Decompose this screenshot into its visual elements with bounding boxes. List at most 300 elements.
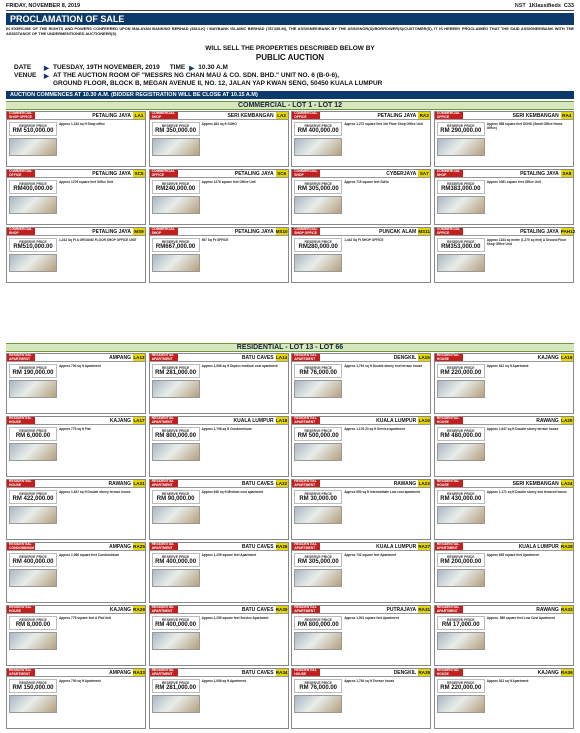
lot-number: LA2 bbox=[277, 113, 286, 118]
time-value: 10.30 A.M bbox=[198, 64, 228, 71]
lot-location: RAWANG bbox=[536, 607, 559, 613]
reserve-price-value: RM 800,000.00 bbox=[297, 622, 339, 628]
lot-description: Approx 650 sq ft Intermediate Low cost apartment bbox=[344, 490, 420, 494]
reserve-price-value: RM 350,000.00 bbox=[155, 128, 197, 134]
lot-description: Approx 1,171 sq ft Double storey end terraced house bbox=[486, 490, 567, 494]
reserve-price-label: RESERVE PRICE bbox=[19, 124, 47, 128]
lot-card bbox=[434, 668, 574, 729]
lot-description: Approx 1276 square feet Office Unit bbox=[201, 180, 256, 184]
lot-body bbox=[7, 488, 145, 526]
reserve-price-label: RESERVE PRICE bbox=[19, 618, 47, 622]
lot-body bbox=[435, 425, 573, 463]
lot-category: COMMERCIAL OFFICE bbox=[150, 170, 178, 177]
reserve-price-box bbox=[9, 616, 57, 630]
lot-left bbox=[437, 180, 485, 214]
lot-details bbox=[202, 364, 286, 398]
lot-description: 957 Sq Ft OFFICE bbox=[201, 238, 229, 242]
reserve-price-box bbox=[152, 180, 200, 194]
property-photo bbox=[152, 138, 200, 156]
lot-category: RESIDENTIAL HOUSE bbox=[435, 669, 463, 676]
masthead-date: FRIDAY, NOVEMBER 8, 2019 bbox=[6, 3, 81, 9]
lot-location: KUALA LUMPUR bbox=[233, 418, 274, 424]
lot-card bbox=[434, 479, 574, 540]
reserve-price-label: RESERVE PRICE bbox=[304, 182, 332, 186]
reserve-price-box bbox=[294, 427, 342, 441]
lot-left bbox=[294, 180, 342, 214]
lot-header bbox=[7, 170, 145, 178]
reserve-price-label: RESERVE PRICE bbox=[447, 124, 475, 128]
lot-left bbox=[152, 122, 200, 156]
lot-details bbox=[487, 364, 571, 398]
triangle-icon: ▶ bbox=[189, 65, 195, 72]
lot-location: DENGKIL bbox=[393, 670, 417, 676]
lot-header bbox=[435, 543, 573, 551]
lot-left bbox=[152, 364, 200, 398]
lot-header bbox=[435, 480, 573, 488]
lot-left bbox=[294, 427, 342, 461]
lot-header bbox=[150, 170, 288, 178]
lot-location: KUALA LUMPUR bbox=[518, 544, 559, 550]
reserve-price-label: RESERVE PRICE bbox=[304, 240, 332, 244]
lot-card bbox=[434, 111, 574, 167]
lot-body bbox=[7, 677, 145, 715]
lot-body bbox=[7, 362, 145, 400]
reserve-price-box bbox=[9, 553, 57, 567]
lot-description: Approx 700 sq ft Apartment bbox=[59, 679, 101, 683]
lot-location: RAWANG bbox=[108, 481, 131, 487]
lot-description: Approx 812 sq ft Apartment bbox=[486, 679, 529, 683]
lot-header bbox=[7, 669, 145, 677]
reserve-price-label: RESERVE PRICE bbox=[19, 182, 47, 186]
reserve-price-box bbox=[437, 490, 485, 504]
reserve-price-box bbox=[152, 122, 200, 136]
lot-details bbox=[202, 616, 286, 650]
reserve-price-label: RESERVE PRICE bbox=[161, 182, 190, 186]
lot-card bbox=[149, 227, 289, 283]
lot-details bbox=[487, 180, 571, 214]
reserve-price-label: RESERVE PRICE bbox=[161, 240, 190, 244]
lot-card bbox=[291, 111, 431, 167]
lot-category: COMMERCIAL SHOP bbox=[292, 170, 320, 177]
lot-location: KUALA LUMPUR bbox=[376, 418, 417, 424]
lot-description: Approx 1,647 sq ft Double storey terrace house bbox=[486, 427, 559, 431]
reserve-price-value: RM 90,000.00 bbox=[156, 496, 195, 502]
lot-category: RESIDENTIAL APARTMENT bbox=[150, 669, 178, 676]
lot-description: Approx 1,066 sq ft Duplex medium cost apartment bbox=[201, 364, 278, 368]
lot-location: PETALING JAYA bbox=[92, 113, 131, 119]
lot-left bbox=[9, 679, 57, 713]
lot-location: PUTRAJAYA bbox=[386, 607, 417, 613]
lot-category: RESIDENTIAL HOUSE bbox=[7, 480, 35, 487]
lot-body bbox=[292, 236, 430, 274]
lot-card bbox=[6, 605, 146, 666]
reserve-price-label: RESERVE PRICE bbox=[161, 618, 190, 622]
lot-location: PETALING JAYA bbox=[520, 229, 559, 235]
lot-number: SC5 bbox=[134, 171, 144, 176]
reserve-price-value: RM280,000.00 bbox=[298, 244, 338, 250]
lot-details bbox=[344, 364, 428, 398]
lot-left bbox=[437, 553, 485, 587]
property-photo bbox=[152, 443, 200, 461]
property-photo bbox=[152, 254, 200, 272]
lot-header bbox=[150, 543, 288, 551]
lot-number: RA32 bbox=[560, 607, 573, 612]
lot-location: SERI KEMBANGAN bbox=[512, 113, 559, 119]
lot-category: COMMERCIAL SHOP OFFICE bbox=[7, 112, 35, 119]
property-photo bbox=[9, 695, 57, 713]
property-photo bbox=[294, 569, 342, 587]
lot-category: RESIDENTIAL APARTMENT bbox=[150, 480, 178, 487]
property-photo bbox=[152, 632, 200, 650]
reserve-price-value: RM510,000.00 bbox=[13, 244, 53, 250]
property-photo bbox=[9, 443, 57, 461]
reserve-price-box bbox=[9, 122, 57, 136]
lot-body bbox=[150, 551, 288, 589]
reserve-price-label: RESERVE PRICE bbox=[161, 124, 190, 128]
lot-category: RESIDENTIAL APARTMENT bbox=[292, 417, 320, 424]
lot-card bbox=[291, 605, 431, 666]
reserve-price-box bbox=[437, 180, 485, 194]
reserve-price-value: RM 76,000.00 bbox=[299, 370, 338, 376]
reserve-price-value: RM240,000.00 bbox=[155, 186, 196, 192]
reserve-price-value: RM 400,000.00 bbox=[155, 559, 197, 565]
reserve-price-box bbox=[294, 364, 342, 378]
lot-details bbox=[59, 122, 143, 156]
lot-description: Approx 1,798 sq ft Condominium bbox=[201, 427, 252, 431]
reserve-price-box bbox=[294, 490, 342, 504]
lot-number: RA27 bbox=[418, 544, 431, 549]
reserve-price-value: RM 510,000.00 bbox=[12, 128, 54, 134]
lot-category: RESIDENTIAL APARTMENT bbox=[150, 354, 178, 361]
lot-card bbox=[149, 542, 289, 603]
reserve-price-label: RESERVE PRICE bbox=[447, 492, 475, 496]
lot-header bbox=[7, 480, 145, 488]
reserve-price-box bbox=[437, 427, 485, 441]
residential-lots-grid bbox=[6, 353, 574, 729]
lot-description: Approx 1184 sq meter (1,275 sq feet) A Second Floor Shop Office Unit bbox=[486, 238, 567, 247]
lot-left bbox=[437, 364, 485, 398]
lot-number: SA7 bbox=[419, 171, 429, 176]
lot-location: KAJANG bbox=[537, 355, 559, 361]
reserve-price-value: RM 800,000.00 bbox=[155, 433, 197, 439]
lot-left bbox=[152, 553, 200, 587]
lot-details bbox=[487, 238, 571, 272]
lot-header bbox=[292, 606, 430, 614]
lot-description: Approx 1,794 sq ft Double storey end terrace house bbox=[344, 364, 423, 368]
date-line bbox=[14, 64, 574, 72]
lot-description: 1,442 Sq Ft SHOP OFFICE bbox=[344, 238, 384, 242]
lot-body bbox=[7, 236, 145, 274]
reserve-price-box bbox=[9, 238, 57, 252]
reserve-price-box bbox=[294, 238, 342, 252]
lot-details bbox=[59, 427, 143, 461]
lot-description: 1,243 Sq Ft A GROUND FLOOR SHOP OFFICE UNIT bbox=[59, 238, 137, 242]
lot-location: AMPANG bbox=[109, 544, 131, 550]
lot-location: RAWANG bbox=[536, 418, 559, 424]
lot-location: PETALING JAYA bbox=[92, 171, 131, 177]
lot-description: Approx 1,066 sq ft Apartment bbox=[201, 679, 246, 683]
lot-header bbox=[435, 417, 573, 425]
lot-details bbox=[487, 490, 571, 524]
reserve-price-label: RESERVE PRICE bbox=[19, 240, 47, 244]
lot-description: Approx 715 square feet SoHo bbox=[344, 180, 389, 184]
lot-body bbox=[150, 120, 288, 158]
reserve-price-label: RESERVE PRICE bbox=[161, 492, 190, 496]
lot-left bbox=[152, 427, 200, 461]
sell-line: WILL SELL THE PROPERTIES DESCRIBED BELOW BY bbox=[205, 45, 375, 52]
reserve-price-value: RM 500,000.00 bbox=[297, 433, 339, 439]
reserve-price-label: RESERVE PRICE bbox=[447, 681, 475, 685]
reserve-price-box bbox=[294, 122, 342, 136]
lot-description: Approx 1,176.23 sq ft Service apartment bbox=[344, 427, 405, 431]
reserve-price-value: RM667,000.00 bbox=[155, 244, 196, 250]
lot-details bbox=[344, 616, 428, 650]
commercial-lots-grid bbox=[6, 111, 574, 343]
reserve-price-box bbox=[294, 180, 342, 194]
lot-number: LA21 bbox=[133, 481, 145, 486]
reserve-price-label: RESERVE PRICE bbox=[447, 555, 475, 559]
lot-details bbox=[59, 679, 143, 713]
lot-location: KUALA LUMPUR bbox=[376, 544, 417, 550]
lot-details bbox=[59, 553, 143, 587]
reserve-price-value: RM 76,000.00 bbox=[299, 685, 338, 691]
reserve-price-value: RM 17,000.00 bbox=[441, 622, 480, 628]
lot-header bbox=[150, 417, 288, 425]
property-photo bbox=[294, 380, 342, 398]
lot-number: LA19 bbox=[418, 418, 430, 423]
lot-category: RESIDENTIAL APARTMENT bbox=[435, 606, 463, 613]
lot-header bbox=[150, 112, 288, 120]
reserve-price-box bbox=[437, 364, 485, 378]
property-photo bbox=[9, 380, 57, 398]
lot-number: RA29 bbox=[133, 607, 145, 612]
lot-body bbox=[7, 120, 145, 158]
reserve-price-value: RM 290,000.00 bbox=[440, 128, 482, 134]
lot-category: RESIDENTIAL HOUSE bbox=[292, 669, 320, 676]
lot-header bbox=[292, 228, 430, 236]
property-photo bbox=[294, 506, 342, 524]
reserve-price-label: RESERVE PRICE bbox=[161, 555, 190, 559]
reserve-price-value: RM 305,000.00 bbox=[297, 559, 339, 565]
lot-category: RESIDENTIAL APARTMENT bbox=[7, 669, 35, 676]
reserve-price-value: RM 8,000.00 bbox=[15, 622, 51, 628]
property-photo bbox=[152, 695, 200, 713]
lot-card bbox=[291, 668, 431, 729]
lot-details bbox=[344, 679, 428, 713]
lot-details bbox=[344, 122, 428, 156]
masthead-brand: NST bbox=[514, 3, 526, 9]
reserve-price-label: RESERVE PRICE bbox=[19, 555, 47, 559]
reserve-price-box bbox=[9, 679, 57, 693]
lot-header bbox=[292, 543, 430, 551]
lot-card bbox=[434, 353, 574, 414]
lot-card bbox=[6, 668, 146, 729]
venue-label: VENUE bbox=[14, 72, 37, 79]
lot-card bbox=[149, 416, 289, 477]
lot-details bbox=[202, 180, 286, 214]
lot-description: Approx 646 sq ft Medium cost apartment bbox=[201, 490, 264, 494]
property-photo bbox=[9, 138, 57, 156]
property-photo bbox=[294, 695, 342, 713]
lot-number: RA26 bbox=[275, 544, 288, 549]
lot-number: SA8 bbox=[562, 171, 572, 176]
reserve-price-label: RESERVE PRICE bbox=[19, 429, 47, 433]
lot-left bbox=[437, 490, 485, 524]
lot-card bbox=[149, 353, 289, 414]
reserve-price-label: RESERVE PRICE bbox=[304, 429, 332, 433]
auction-commences-bar: AUCTION COMMENCES AT 10.30 A.M. (BIDDER REGISTRATION WILL BE CLOSE AT 10.15 A.M) bbox=[6, 91, 574, 99]
lot-left bbox=[437, 679, 485, 713]
lot-header bbox=[7, 112, 145, 120]
lot-header bbox=[435, 669, 573, 677]
lot-header bbox=[150, 480, 288, 488]
lot-card bbox=[434, 169, 574, 225]
lot-number: SC6 bbox=[277, 171, 287, 176]
lot-description: Approx 1,259 square feet Service Apartment bbox=[201, 616, 269, 620]
lot-left bbox=[294, 490, 342, 524]
lot-location: PETALING JAYA bbox=[234, 229, 274, 235]
property-photo bbox=[9, 506, 57, 524]
lot-body bbox=[7, 178, 145, 216]
reserve-price-box bbox=[294, 553, 342, 567]
lot-category: RESIDENTIAL APARTMENT bbox=[150, 417, 178, 424]
lot-left bbox=[294, 553, 342, 587]
lot-description: Approx. 589 square feet Low Cost Apartment bbox=[486, 616, 555, 620]
lot-category: RESIDENTIAL APARTMENT bbox=[7, 354, 35, 361]
lot-number: LA16 bbox=[561, 355, 573, 360]
lot-description: Approx 775 sq ft Flat bbox=[59, 427, 91, 431]
lot-number: RA4 bbox=[562, 113, 572, 118]
reserve-price-value: RM 200,000.00 bbox=[440, 559, 482, 565]
lot-details bbox=[487, 616, 571, 650]
proclamation-title: PROCLAMATION OF SALE bbox=[6, 13, 574, 25]
lot-header bbox=[435, 170, 573, 178]
lot-category: RESIDENTIAL CONDOMINIUM bbox=[9, 542, 35, 550]
property-photo bbox=[152, 196, 200, 214]
lot-left bbox=[152, 616, 200, 650]
lot-left bbox=[9, 238, 57, 272]
reserve-price-value: RM 400,000.00 bbox=[12, 559, 54, 565]
intro-text: IN EXERCISE OF THE RIGHTS AND POWERS CONFERRED UPON MALAYAN BANKING BERHAD (3813-K) / MAYBANK ISLAMIC BERHAD (787435-M), THE ASSIGNEE/BANK BY THE ASSIGNOR(S)/BORROWER(S)/CUSTOMER(S), IT IS HEREBY PROCLAIMED THAT THE SAID ASSIGNEE/BANK WITH THE ASSISTANCE OF THE UNDERMENTIONED AUCTIONEER(S) bbox=[6, 26, 574, 37]
reserve-price-label: RESERVE PRICE bbox=[19, 681, 47, 685]
lot-details bbox=[202, 553, 286, 587]
lot-number: LA23 bbox=[418, 481, 430, 486]
lot-left bbox=[437, 238, 485, 272]
reserve-price-value: RM 6,000.00 bbox=[15, 433, 51, 439]
lot-card bbox=[149, 169, 289, 225]
lot-body bbox=[150, 236, 288, 274]
lot-location: BATU CAVES bbox=[241, 670, 274, 676]
lot-body bbox=[435, 178, 573, 216]
lot-left bbox=[9, 616, 57, 650]
lot-number: PAH12 bbox=[560, 229, 576, 234]
lot-details bbox=[487, 553, 571, 587]
lot-details bbox=[487, 679, 571, 713]
reserve-price-value: RM 281,000.00 bbox=[155, 685, 197, 691]
date-value: TUESDAY, 19TH NOVEMBER, 2019 bbox=[53, 64, 160, 71]
lot-location: KAJANG bbox=[109, 607, 131, 613]
lot-location: PETALING JAYA bbox=[520, 171, 559, 177]
lot-card bbox=[149, 111, 289, 167]
lot-card bbox=[434, 416, 574, 477]
lot-body bbox=[292, 488, 430, 526]
reserve-price-box bbox=[152, 238, 200, 252]
reserve-price-value: RM 430,000.00 bbox=[440, 496, 482, 502]
lot-left bbox=[437, 616, 485, 650]
lot-details bbox=[59, 616, 143, 650]
lot-left bbox=[152, 490, 200, 524]
lot-left bbox=[437, 122, 485, 156]
reserve-price-box bbox=[294, 679, 342, 693]
reserve-price-value: RM400,000.00 bbox=[13, 186, 53, 192]
lot-card bbox=[149, 479, 289, 540]
lot-left bbox=[9, 364, 57, 398]
lot-header bbox=[292, 480, 430, 488]
lot-category: COMMERCIAL OFFICE bbox=[292, 112, 320, 119]
lot-number: RA28 bbox=[560, 544, 573, 549]
lot-number: LA15 bbox=[418, 355, 430, 360]
lot-number: LA18 bbox=[275, 418, 288, 423]
lot-location: PETALING JAYA bbox=[377, 113, 417, 119]
lot-location: CYBERJAYA bbox=[386, 171, 417, 177]
lot-number: MS10 bbox=[275, 229, 288, 234]
lot-body bbox=[292, 677, 430, 715]
lot-body bbox=[435, 362, 573, 400]
lot-left bbox=[9, 122, 57, 156]
lot-card bbox=[6, 416, 146, 477]
lot-location: SERI KEMBANGAN bbox=[512, 481, 559, 487]
lot-details bbox=[344, 180, 428, 214]
reserve-price-value: RM 150,000.00 bbox=[12, 685, 54, 691]
lot-body bbox=[292, 614, 430, 652]
lot-number: LA22 bbox=[275, 481, 288, 486]
public-auction-heading: PUBLIC AUCTION bbox=[255, 53, 325, 62]
lot-category: RESIDENTIAL HOUSE bbox=[435, 354, 463, 361]
property-photo bbox=[9, 632, 57, 650]
lot-category: COMMERCIAL OFFICE bbox=[435, 228, 463, 235]
lot-location: PETALING JAYA bbox=[92, 229, 131, 235]
property-photo bbox=[437, 695, 485, 713]
lot-body bbox=[292, 120, 430, 158]
lot-location: PETALING JAYA bbox=[234, 171, 274, 177]
lot-header bbox=[292, 170, 430, 178]
reserve-price-label: RESERVE PRICE bbox=[304, 681, 332, 685]
lot-body bbox=[435, 236, 573, 274]
reserve-price-label: RESERVE PRICE bbox=[447, 366, 475, 370]
lot-header bbox=[150, 354, 288, 362]
lot-location: DENGKIL bbox=[393, 355, 417, 361]
lot-body bbox=[150, 362, 288, 400]
property-photo bbox=[152, 506, 200, 524]
property-photo bbox=[437, 254, 485, 272]
lot-body bbox=[150, 488, 288, 526]
lot-left bbox=[9, 427, 57, 461]
lot-description: Approx 812 sq ft Apartment bbox=[486, 364, 529, 368]
lot-description: Approx 700 sq ft Apartment bbox=[59, 364, 101, 368]
property-photo bbox=[437, 506, 485, 524]
reserve-price-box bbox=[9, 364, 57, 378]
lot-location: BATU CAVES bbox=[241, 607, 274, 613]
lot-header bbox=[7, 417, 145, 425]
lot-left bbox=[9, 490, 57, 524]
lot-details bbox=[202, 238, 286, 272]
venue-line-2: GROUND FLOOR, BLOCK B, MEGAN AVENUE II, NO. 12, JALAN YAP KWAN SENG, 50450 KUALA LUMPUR bbox=[53, 80, 383, 87]
lot-category: COMMERCIAL SHOP bbox=[150, 112, 178, 119]
lot-description: Approx 1,647 sq ft Double storey terrace house bbox=[59, 490, 131, 494]
property-photo bbox=[437, 632, 485, 650]
property-photo bbox=[437, 569, 485, 587]
lot-card bbox=[434, 605, 574, 666]
